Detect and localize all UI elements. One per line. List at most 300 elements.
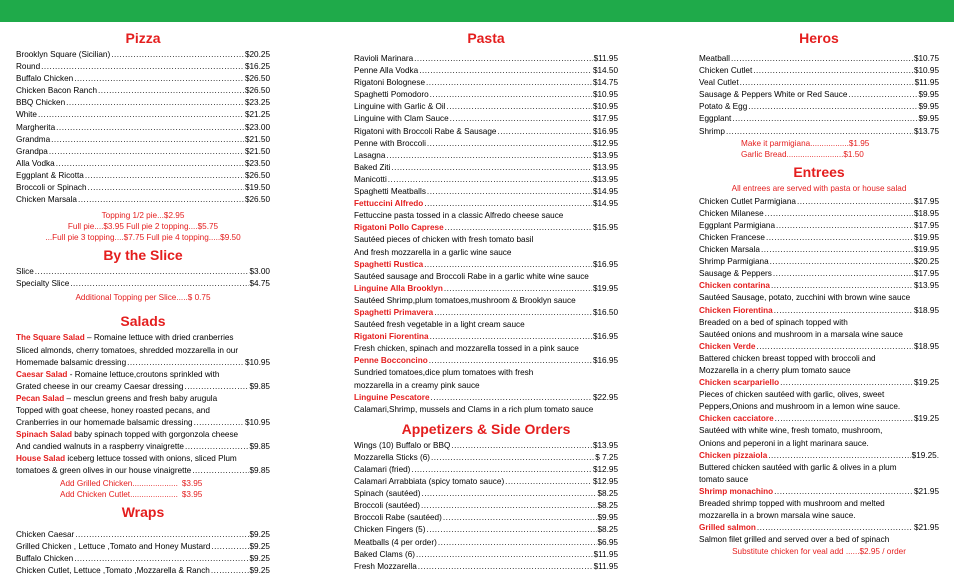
slice-list <box>16 266 270 290</box>
item-price: $16.95 <box>592 259 618 269</box>
menu-item-row <box>16 266 270 278</box>
dot-leader <box>765 208 913 220</box>
menu-item-row <box>699 256 939 268</box>
item-price: $17.95 <box>913 269 939 279</box>
menu-item-row <box>354 537 618 549</box>
item-price: $26.50 <box>244 195 270 205</box>
menu-item-row <box>354 452 618 464</box>
item-name: Sausage & Peppers <box>699 269 772 279</box>
dot-leader <box>427 138 592 150</box>
dot-leader <box>414 53 592 65</box>
dot-leader <box>98 85 244 97</box>
item-name: Wings (10) Buffalo or BBQ <box>354 440 451 450</box>
item-price: $14.50 <box>592 66 618 76</box>
item-price: $19.25 <box>913 414 939 424</box>
menu-item-row <box>699 208 939 220</box>
item-name: Shrimp Parmigiana <box>699 257 769 267</box>
item-price: $10.95 <box>592 90 618 100</box>
menu-item-row <box>16 122 270 134</box>
item-price: $20.25 <box>244 50 270 59</box>
salad-text: – Romaine lettuce with dried cranberries <box>84 333 234 343</box>
dot-leader <box>438 537 597 549</box>
menu-item-row <box>699 77 939 89</box>
item-name: Buffalo Chicken <box>16 74 74 84</box>
salad-price: $9.85 <box>249 442 270 452</box>
pizza-topping-prices <box>16 210 270 243</box>
dot-leader <box>761 244 913 256</box>
item-name: Grandma <box>16 134 51 144</box>
menu-item-row <box>354 113 618 125</box>
item-description: Fresh chicken, spinach and mozzarella tossed in a pink sauce <box>354 344 579 354</box>
dot-leader <box>70 278 248 290</box>
item-price: $12.95 <box>592 465 618 474</box>
addon-price: $1.50 <box>843 149 864 159</box>
addon-name: Make it parmigiana................. <box>741 138 849 148</box>
item-name: Penne Bocconcino <box>354 356 428 366</box>
item-description: Mozzarella in a cherry plum tomato sauce <box>699 365 851 375</box>
dot-leader <box>78 194 244 206</box>
menu-item-row <box>16 61 270 73</box>
dot-leader <box>127 357 244 369</box>
item-price: $8.25 <box>597 501 618 511</box>
dot-leader <box>411 464 592 476</box>
salad-price: $9.85 <box>249 381 270 391</box>
dot-leader <box>444 283 592 295</box>
item-name: Grandpa <box>16 146 48 156</box>
item-price: $9.25 <box>249 565 270 575</box>
menu-item-row <box>699 450 939 462</box>
menu-item-row <box>354 186 618 198</box>
menu-item-row <box>699 232 939 244</box>
menu-item-row <box>354 512 618 524</box>
item-name: Linguine Pescatore <box>354 392 430 402</box>
item-price: $11.95 <box>914 78 939 88</box>
dot-leader <box>775 413 913 425</box>
addon-name: Add Grilled Chicken.................... <box>60 478 178 488</box>
item-price: $19.95 <box>592 283 618 293</box>
item-name: Spaghetti Pomodoro <box>354 90 429 100</box>
dot-leader <box>75 529 248 541</box>
item-price: $10.95 <box>913 66 939 76</box>
item-description: Sautéed Sausage, potato, zucchini with brown wine sauce <box>699 293 911 303</box>
dot-leader <box>111 49 244 61</box>
item-price: $14.95 <box>592 199 618 209</box>
menu-item-row <box>16 553 270 565</box>
appetizers-list <box>354 440 618 573</box>
item-name: Linguine with Garlic & Oil <box>354 102 446 112</box>
dot-leader <box>731 53 913 65</box>
item-name: Chicken Caesar <box>16 529 75 539</box>
menu-item-row <box>699 280 939 292</box>
item-name: Fettuccini Alfredo <box>354 199 424 209</box>
menu-item-row <box>354 440 618 452</box>
menu-item-row <box>16 182 270 194</box>
menu-item-row <box>354 89 618 101</box>
dot-leader <box>774 305 913 317</box>
item-price: $19.25 <box>913 378 939 388</box>
dot-leader <box>446 101 591 113</box>
dot-leader <box>776 220 913 232</box>
item-description: Peppers,Onions and mushroom in a lemon wine sauce. <box>699 402 901 412</box>
menu-item-row <box>16 541 270 553</box>
dot-leader <box>416 549 593 561</box>
menu-item-row <box>699 341 939 353</box>
dot-leader <box>74 73 244 85</box>
item-price: $16.50 <box>592 307 618 317</box>
dot-leader <box>497 126 592 138</box>
wraps-title: Wraps <box>121 503 165 520</box>
salad-price-row <box>16 417 270 429</box>
pizza-list <box>16 49 270 206</box>
item-name: Veal Cutlet <box>699 78 739 88</box>
item-name: Rigatoni with Broccoli Rabe & Sausage <box>354 126 497 136</box>
menu-item-row <box>354 53 618 65</box>
item-price: $21.50 <box>244 146 270 156</box>
dot-leader <box>848 89 917 101</box>
addon-line <box>16 478 270 489</box>
menu-item-row <box>354 464 618 476</box>
item-price: $23.25 <box>244 98 270 108</box>
dot-leader <box>450 113 592 125</box>
heros-list <box>699 53 939 138</box>
addon-line <box>699 138 939 149</box>
item-price: $9.95 <box>918 102 939 112</box>
item-price: $23.00 <box>244 122 270 132</box>
item-price: $9.95 <box>918 114 939 124</box>
item-name: Round <box>16 62 41 72</box>
item-price: $16.95 <box>592 126 618 136</box>
salad-description <box>16 453 270 465</box>
salad-text: Sliced almonds, cherry tomatoes, shredded mozzarella in our <box>16 345 239 355</box>
addon-name: Garlic Bread......................... <box>741 149 844 159</box>
item-price: $11.95 <box>593 561 618 571</box>
item-description: Calamari,Shrimp, mussels and Clams in a rich plum tomato sauce <box>354 404 594 414</box>
item-price: $20.25 <box>913 257 939 267</box>
item-price: $18.95 <box>913 341 939 351</box>
dot-leader <box>757 522 913 534</box>
item-description: Sautéed fresh vegetable in a light cream sauce <box>354 320 525 330</box>
column-middle <box>354 28 618 573</box>
menu-item-row <box>699 113 939 125</box>
item-name: Chicken Marsala <box>699 245 760 255</box>
addon-price: $1.95 <box>848 138 870 148</box>
salad-description <box>16 393 270 405</box>
menu-item-row <box>16 109 270 121</box>
item-price: $16.95 <box>592 356 618 366</box>
dot-leader <box>421 500 597 512</box>
salad-last-line: Homemade balsamic dressing <box>16 357 127 367</box>
salad-price-row <box>16 357 270 369</box>
note-line: ...Full pie 3 topping....$7.75 Full pie 4 topping.....$9.50 <box>45 233 241 243</box>
item-price: $13.75 <box>913 126 939 136</box>
dot-leader <box>194 417 244 429</box>
column-right <box>699 28 939 557</box>
menu-item-row <box>354 162 618 174</box>
salad-text: Topped with goat cheese, honey roasted pecans, and <box>16 405 210 415</box>
item-name: Fresh Mozzarella <box>354 561 417 571</box>
item-description: Breaded shrimp topped with mushroom and melted <box>699 499 885 508</box>
salad-price: $9.85 <box>249 466 270 476</box>
menu-item-row <box>354 126 618 138</box>
item-name: Mozzarella Sticks (6) <box>354 452 430 462</box>
menu-item-row <box>16 529 270 541</box>
dot-leader <box>38 109 244 121</box>
item-name: Chicken contarina <box>699 281 770 291</box>
dot-leader <box>424 198 592 210</box>
entrees-title: Entrees <box>793 163 845 180</box>
menu-item-row <box>354 174 618 186</box>
item-name: Manicotti <box>354 174 387 184</box>
dot-leader <box>753 65 913 77</box>
salad-text: iceberg lettuce tossed with onions, sliced Plum <box>65 454 237 464</box>
item-price: $13.95 <box>913 281 939 291</box>
item-name: Chicken pizzaiola <box>699 450 768 460</box>
item-name: Spaghetti Primavera <box>354 307 434 317</box>
menu-item-row <box>699 101 939 113</box>
item-price: $19.95 <box>913 245 939 255</box>
item-description: Sautéed sausage and Broccoli Rabe in a garlic white wine sauce <box>354 271 589 281</box>
item-name: Penne with Broccoli <box>354 138 426 148</box>
item-price: $14.75 <box>592 78 618 88</box>
appetizers-title: Appetizers & Side Orders <box>401 420 571 437</box>
item-price: $6.95 <box>597 537 618 547</box>
item-name: Meatball <box>699 54 730 63</box>
item-price: $9.25 <box>249 529 270 539</box>
dot-leader <box>797 196 913 208</box>
item-description: mozzarella in a brown marsala wine sauce. <box>699 511 856 521</box>
dot-leader <box>445 222 592 234</box>
menu-item-row <box>699 244 939 256</box>
entrees-note: All entrees are served with pasta or house salad <box>731 183 907 193</box>
item-name: Eggplant <box>699 114 732 124</box>
item-description: Fettuccine pasta tossed in a classic Alfredo cheese sauce <box>354 211 564 221</box>
dot-leader <box>35 266 249 278</box>
dot-leader <box>419 65 592 77</box>
dot-leader <box>51 134 244 146</box>
menu-item-row <box>354 355 618 367</box>
note-line: Full pie....$3.95 Full pie 2 topping....$5.75 <box>67 222 219 232</box>
item-price: $17.95 <box>913 196 939 206</box>
salad-addons <box>16 478 270 500</box>
item-price: $13.95 <box>592 174 618 184</box>
dot-leader <box>421 488 596 500</box>
item-name: Chicken Milanese <box>699 208 764 218</box>
item-price: $21.95 <box>913 486 939 496</box>
item-name: Grilled Chicken , Lettuce ,Tomato and Honey Mustard <box>16 541 211 551</box>
item-price: $13.95 <box>592 440 618 450</box>
dot-leader <box>386 150 592 162</box>
item-name: Brooklyn Square (Sicilian) <box>16 50 111 59</box>
item-price: $8.25 <box>597 489 618 499</box>
item-price: $18.95 <box>913 208 939 218</box>
dot-leader <box>427 186 592 198</box>
item-price: $15.95 <box>592 223 618 233</box>
menu-item-row <box>354 77 618 89</box>
salad-description <box>16 369 270 381</box>
menu-item-row <box>699 522 939 534</box>
dot-leader <box>756 341 913 353</box>
menu-item-row <box>354 488 618 500</box>
dot-leader <box>211 541 248 553</box>
item-price: $21.50 <box>244 134 270 144</box>
item-price: $12.95 <box>592 477 618 487</box>
item-name: Chicken Cutlet Parmigiana <box>699 196 796 206</box>
item-price: $19.25. <box>911 450 939 460</box>
addon-name: Add Chicken Cutlet..................... <box>60 489 178 499</box>
menu-item-row <box>354 259 618 271</box>
item-name: Baked Clams (6) <box>354 549 415 559</box>
item-description: Onions and peperoni in a light marinara sauce. <box>699 438 869 448</box>
item-price: $16.95 <box>592 332 618 342</box>
item-name: BBQ Chicken <box>16 98 66 108</box>
dot-leader <box>56 158 244 170</box>
item-name: Chicken Francese <box>699 232 765 242</box>
note-line: Topping 1/2 pie...$2.95 <box>101 211 185 221</box>
addon-line <box>16 489 270 500</box>
salad-name: House Salad <box>16 454 66 464</box>
dot-leader <box>41 61 244 73</box>
item-description: Sautéed Shrimp,plum tomatoes,mushroom & Brooklyn sauce <box>354 295 576 305</box>
menu-item-row <box>16 49 270 61</box>
item-name: Potato & Egg <box>699 102 748 112</box>
item-price: $12.95 <box>592 138 618 148</box>
item-price: $11.95 <box>593 549 618 559</box>
item-name: Calamari (fried) <box>354 465 411 474</box>
item-description: Salmon filet grilled and served over a bed of spinach <box>699 535 890 545</box>
dot-leader <box>184 381 248 393</box>
dot-leader <box>505 476 592 488</box>
item-price: $10.75 <box>913 54 939 63</box>
menu-item-row <box>699 377 939 389</box>
menu-item-row <box>354 283 618 295</box>
salad-text: baby spinach topped with gorgonzola cheese <box>71 430 239 440</box>
dot-leader <box>391 162 592 174</box>
item-name: Chicken Fingers (5) <box>354 525 426 535</box>
item-description: Sundried tomatoes,dice plum tomatoes with fresh <box>354 368 534 378</box>
item-price: $9.95 <box>597 513 618 523</box>
item-price: $19.95 <box>913 232 939 242</box>
salad-description <box>16 429 270 441</box>
dot-leader <box>192 465 248 477</box>
item-price: $26.50 <box>244 74 270 84</box>
salads-list <box>16 332 270 477</box>
item-name: Lasagna <box>354 150 386 160</box>
item-name: Chicken Fiorentina <box>699 305 773 315</box>
menu-item-row <box>16 134 270 146</box>
item-description: mozzarella in a creamy pink sauce <box>354 380 480 390</box>
item-name: Calamari Arrabbiata (spicy tomato sauce) <box>354 477 505 487</box>
item-description: Sautéed onions and mushroom in a marsala wine sauce <box>699 329 903 339</box>
menu-item-row <box>16 278 270 290</box>
dot-leader <box>766 232 913 244</box>
item-name: Eggplant & Ricotta <box>16 170 84 180</box>
menu-item-row <box>699 486 939 498</box>
dot-leader <box>429 355 592 367</box>
item-price: $19.50 <box>244 183 270 193</box>
pasta-title: Pasta <box>467 30 505 46</box>
menu-item-row <box>354 198 618 210</box>
item-name: Chicken scarpariello <box>699 378 780 388</box>
dot-leader <box>74 553 248 565</box>
menu-item-row <box>354 331 618 343</box>
pasta-specials <box>354 198 618 416</box>
dot-leader <box>85 170 244 182</box>
salad-last-line: Grated cheese in our creamy Caesar dressing <box>16 381 184 391</box>
salad-price-row <box>16 441 270 453</box>
menu-item-row <box>354 476 618 488</box>
item-name: Buffalo Chicken <box>16 553 74 563</box>
item-price: $23.50 <box>244 158 270 168</box>
item-name: Broccoli (sautéed) <box>354 501 420 511</box>
item-name: Alla Vodka <box>16 158 55 168</box>
item-price: $11.95 <box>593 54 618 63</box>
item-name: Spaghetti Meatballs <box>354 187 426 197</box>
salad-price-row <box>16 381 270 393</box>
slice-title: By the Slice <box>103 247 183 264</box>
salad-name: Pecan Salad <box>16 393 65 403</box>
item-name: Broccoli Rabe (sautéed) <box>354 513 442 523</box>
dot-leader <box>388 174 592 186</box>
pizza-title: Pizza <box>125 30 161 46</box>
menu-item-row <box>16 73 270 85</box>
dot-leader <box>748 101 917 113</box>
salad-last-line: And candied walnuts in a raspberry vinaigrette <box>16 442 184 452</box>
column-left <box>16 28 270 577</box>
menu-item-row <box>699 305 939 317</box>
item-name: Margherita <box>16 122 56 132</box>
item-name: Slice <box>16 267 34 277</box>
salad-price-row <box>16 465 270 477</box>
menu-item-row <box>354 561 618 573</box>
item-price: $4.75 <box>249 279 270 289</box>
item-description: Pieces of chicken sautéed with garlic, olives, sweet <box>699 390 885 400</box>
item-name: Specialty Slice <box>16 279 70 289</box>
menu-item-row <box>354 524 618 536</box>
menu-item-row <box>354 549 618 561</box>
menu-item-row <box>354 307 618 319</box>
salad-last-line: Cranberries in our homemade balsamic dressing <box>16 418 193 428</box>
item-description: Sautéed pieces of chicken with fresh tomato basil <box>354 235 534 245</box>
menu-item-row <box>354 500 618 512</box>
item-price: $10.95 <box>592 102 618 112</box>
salad-description <box>16 405 270 417</box>
salad-name: The Square Salad <box>16 333 85 343</box>
menu-item-row <box>699 196 939 208</box>
menu-item-row <box>16 85 270 97</box>
salad-description <box>16 332 270 344</box>
dot-leader <box>732 113 917 125</box>
dot-leader <box>431 392 592 404</box>
salad-text: - Romaine lettuce,croutons sprinkled with <box>67 369 220 379</box>
item-name: White <box>16 110 37 120</box>
entrees-footer-note: Substitute chicken for veal add ......$2.95 / order <box>732 547 906 557</box>
item-name: Spinach (sautéed) <box>354 489 421 499</box>
dot-leader <box>88 182 244 194</box>
dot-leader <box>418 561 593 573</box>
item-name: Chicken cacciatore <box>699 414 774 424</box>
menu-item-row <box>16 194 270 206</box>
item-name: Linguine Alla Brooklyn <box>354 283 443 293</box>
item-price: $14.95 <box>592 187 618 197</box>
item-name: Chicken Verde <box>699 341 756 351</box>
dot-leader <box>56 122 244 134</box>
dot-leader <box>771 280 913 292</box>
item-description: Sautéed with white wine, fresh tomato, mushroom, <box>699 426 883 436</box>
item-price: $22.95 <box>592 392 618 402</box>
item-price: $21.95 <box>913 523 939 533</box>
menu-item-row <box>699 220 939 232</box>
heros-title: Heros <box>799 30 839 46</box>
